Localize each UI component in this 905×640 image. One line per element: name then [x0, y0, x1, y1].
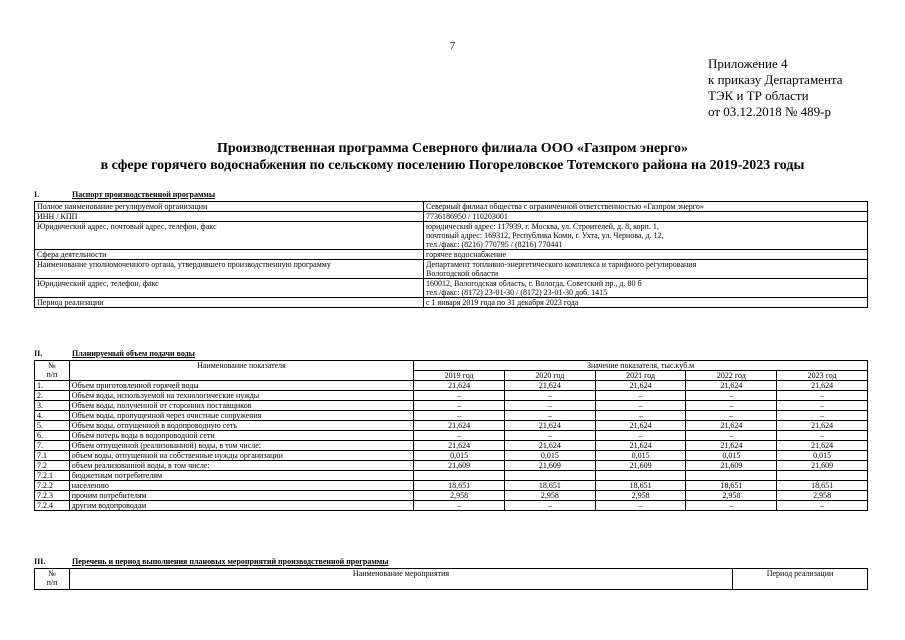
passport-value	[424, 212, 868, 222]
passport-value-line: почтовый адрес: 169312, Республика Коми, г. Ухта, ул. Чернова, д. 12,	[426, 231, 664, 240]
passport-row	[35, 260, 868, 279]
row-name: Объем воды, отпущенной в водопроводную сеть	[69, 421, 413, 431]
row-value: 2,958	[777, 491, 868, 501]
row-value: –	[686, 391, 777, 401]
row-value: –	[504, 501, 595, 511]
row-value	[414, 471, 505, 481]
appendix-block	[708, 56, 843, 120]
row-number: 5.	[35, 421, 70, 431]
table-row	[35, 491, 868, 501]
passport-value-line: юридический адрес: 117939, г. Москва, ул. Строителей, д. 8, корп. 1,	[426, 222, 659, 231]
document-title	[0, 140, 905, 174]
header-values: Значение показателя, тыс.куб.м	[414, 361, 868, 371]
row-number: 7.2	[35, 461, 70, 471]
passport-value	[424, 279, 868, 298]
page-number: 7	[449, 40, 456, 52]
row-value: 21,624	[777, 421, 868, 431]
row-name: Объем потерь воды в водопроводной сети	[69, 431, 413, 441]
row-value: 18,651	[414, 481, 505, 491]
row-value: 2,958	[595, 491, 686, 501]
row-value: –	[777, 501, 868, 511]
passport-row	[35, 250, 868, 260]
row-number: 7.2.3	[35, 491, 70, 501]
row-number: 3.	[35, 401, 70, 411]
row-value: –	[595, 411, 686, 421]
passport-row	[35, 202, 868, 212]
row-value: –	[686, 501, 777, 511]
row-value: –	[595, 431, 686, 441]
row-value: 2,958	[414, 491, 505, 501]
passport-value-line: Департамент топливно-энергетического комплекса и тарифного регулирования	[426, 260, 697, 269]
row-name: объем реализованной воды, в том числе:	[69, 461, 413, 471]
row-number: 2.	[35, 391, 70, 401]
header-period: Период реализации	[733, 569, 868, 590]
row-value: 21,624	[504, 421, 595, 431]
row-value: 21,624	[686, 441, 777, 451]
row-value: 21,624	[504, 381, 595, 391]
passport-value-line: Вологодской области	[426, 269, 499, 278]
passport-label: Наименование уполномоченного органа, утвердившего производственную программу	[35, 260, 424, 279]
row-value: –	[414, 401, 505, 411]
row-value	[595, 471, 686, 481]
passport-row	[35, 279, 868, 298]
row-value: –	[414, 391, 505, 401]
passport-label: Период реализации	[35, 298, 424, 308]
row-value: 2,958	[686, 491, 777, 501]
row-number: 7.2.2	[35, 481, 70, 491]
row-number: 7.2.1	[35, 471, 70, 481]
row-value: 0,015	[686, 451, 777, 461]
row-value: 21,624	[595, 381, 686, 391]
row-value: 21,609	[595, 461, 686, 471]
row-name: объем воды, отпущенной на собственные нужды организации	[69, 451, 413, 461]
passport-label: Полное наименование регулируемой организации	[35, 202, 424, 212]
row-number: 4.	[35, 411, 70, 421]
section-title: Паспорт производственной программы	[72, 190, 216, 199]
appendix-line: к приказу Департамента	[708, 72, 843, 87]
row-value: 21,624	[686, 421, 777, 431]
passport-value-line: тел./факс: (8216) 770795 / (8216) 770441	[426, 240, 563, 249]
passport-row	[35, 298, 868, 308]
header-measure-name: Наименование мероприятия	[70, 569, 733, 590]
row-value: 21,624	[414, 441, 505, 451]
row-name: Объем воды, пропущенной через очистные сооружения	[69, 411, 413, 421]
water-volume-table	[34, 360, 868, 511]
appendix-line: ТЭК и ТР области	[708, 88, 809, 103]
passport-value	[424, 202, 868, 212]
row-value: 18,651	[504, 481, 595, 491]
row-value: –	[595, 501, 686, 511]
row-value	[686, 471, 777, 481]
row-value: 0,015	[414, 451, 505, 461]
row-value: 21,624	[777, 441, 868, 451]
table-row	[35, 461, 868, 471]
passport-value	[424, 298, 868, 308]
measures-table	[34, 568, 868, 590]
table-row	[35, 481, 868, 491]
row-value: –	[777, 391, 868, 401]
row-value: –	[414, 501, 505, 511]
table-row	[35, 501, 868, 511]
passport-table	[34, 201, 868, 308]
row-value	[504, 471, 595, 481]
row-number: 6.	[35, 431, 70, 441]
table-row	[35, 401, 868, 411]
row-value: 18,651	[595, 481, 686, 491]
passport-value-line: Северный филиал общества с ограниченной ответственностью «Газпром энерго»	[426, 202, 704, 211]
passport-value	[424, 250, 868, 260]
row-name: населению	[69, 481, 413, 491]
row-name: бюджетным потребителям	[69, 471, 413, 481]
row-name: Объем отпущенной (реализованной) воды, в том числе:	[69, 441, 413, 451]
passport-value-line: с 1 января 2019 года по 31 декабря 2023 года	[426, 298, 579, 307]
row-value: –	[777, 431, 868, 441]
row-value: 21,624	[777, 381, 868, 391]
section-title: Планируемый объем подачи воды	[72, 349, 195, 358]
passport-value-line: тел./факс: (8172) 23-01-30 / (8172) 23-01-30 доб. 1415	[426, 288, 608, 297]
appendix-line: от 03.12.2018 № 489-р	[708, 104, 831, 119]
table-row	[35, 441, 868, 451]
header-year: 2019 год	[414, 371, 505, 381]
header-name: Наименование показателя	[69, 361, 413, 381]
passport-value	[424, 222, 868, 250]
row-value: 2,958	[504, 491, 595, 501]
row-value: –	[414, 431, 505, 441]
row-value: –	[595, 401, 686, 411]
row-name: прочим потребителям	[69, 491, 413, 501]
row-value: 21,624	[414, 421, 505, 431]
row-value: 21,624	[595, 421, 686, 431]
row-name: Объем приготовленной горячей воды	[69, 381, 413, 391]
table-row	[35, 411, 868, 421]
section-number: II.	[34, 349, 43, 358]
table-header-row	[35, 361, 868, 371]
table-row	[35, 431, 868, 441]
row-name: Объем воды, используемой на технологические нужды	[69, 391, 413, 401]
table-header-row	[35, 569, 868, 590]
row-value: –	[504, 431, 595, 441]
section-1-heading	[34, 190, 215, 199]
header-num: № п/п	[35, 361, 70, 381]
row-value: –	[504, 391, 595, 401]
row-number: 7.1	[35, 451, 70, 461]
section-number: III.	[34, 557, 46, 566]
passport-value-line: горячее водоснабжение	[426, 250, 506, 259]
header-year: 2021 год	[595, 371, 686, 381]
passport-label: Сфера деятельности	[35, 250, 424, 260]
row-number: 1.	[35, 381, 70, 391]
title-line: в сфере горячего водоснабжения по сельскому поселению Погореловское Тотемского района на 2019-2023 годы	[100, 158, 805, 173]
row-value: 21,624	[504, 441, 595, 451]
row-value: –	[777, 401, 868, 411]
row-value	[777, 471, 868, 481]
row-value: 18,651	[777, 481, 868, 491]
row-value: 21,624	[686, 381, 777, 391]
row-name: Объем воды, полученной от сторонних поставщиков	[69, 401, 413, 411]
row-value: –	[686, 401, 777, 411]
row-value: –	[504, 411, 595, 421]
passport-label: ИНН / КПП	[35, 212, 424, 222]
row-value: 21,609	[777, 461, 868, 471]
row-value: 0,015	[777, 451, 868, 461]
row-value: 18,651	[686, 481, 777, 491]
section-3-heading	[34, 557, 388, 566]
header-year: 2020 год	[504, 371, 595, 381]
row-number: 7.2.4	[35, 501, 70, 511]
table-row	[35, 421, 868, 431]
table-row	[35, 381, 868, 391]
table-row	[35, 391, 868, 401]
appendix-line: Приложение 4	[708, 56, 788, 71]
section-title: Перечень и период выполнения плановых мероприятий производственной программы	[72, 557, 389, 566]
row-value: –	[686, 431, 777, 441]
row-value: 0,015	[595, 451, 686, 461]
row-number: 7.	[35, 441, 70, 451]
passport-value-line: 160012, Вологодская область, г. Вологда, Советский пр., д. 80 б	[426, 279, 642, 288]
header-year: 2023 год	[777, 371, 868, 381]
passport-value	[424, 260, 868, 279]
row-value: 21,624	[414, 381, 505, 391]
table-row	[35, 471, 868, 481]
row-value: –	[504, 401, 595, 411]
row-value: –	[686, 411, 777, 421]
section-2-heading	[34, 349, 195, 358]
passport-label: Юридический адрес, почтовый адрес, телефон, факс	[35, 222, 424, 250]
passport-label: Юридический адрес, телефон, факс	[35, 279, 424, 298]
row-name: другим водопроводам	[69, 501, 413, 511]
header-num: № п/п	[35, 569, 70, 590]
row-value: 0,015	[504, 451, 595, 461]
row-value: –	[414, 411, 505, 421]
header-year: 2022 год	[686, 371, 777, 381]
table-row	[35, 451, 868, 461]
row-value: –	[777, 411, 868, 421]
section-number: I.	[34, 190, 40, 199]
row-value: 21,609	[504, 461, 595, 471]
row-value: 21,609	[686, 461, 777, 471]
title-line: Производственная программа Северного филиала ООО «Газпром энерго»	[216, 141, 689, 156]
passport-value-line: 7736186950 / 110203001	[426, 212, 508, 221]
row-value: –	[595, 391, 686, 401]
row-value: 21,624	[595, 441, 686, 451]
passport-row	[35, 212, 868, 222]
row-value: 21,609	[414, 461, 505, 471]
passport-row	[35, 222, 868, 250]
